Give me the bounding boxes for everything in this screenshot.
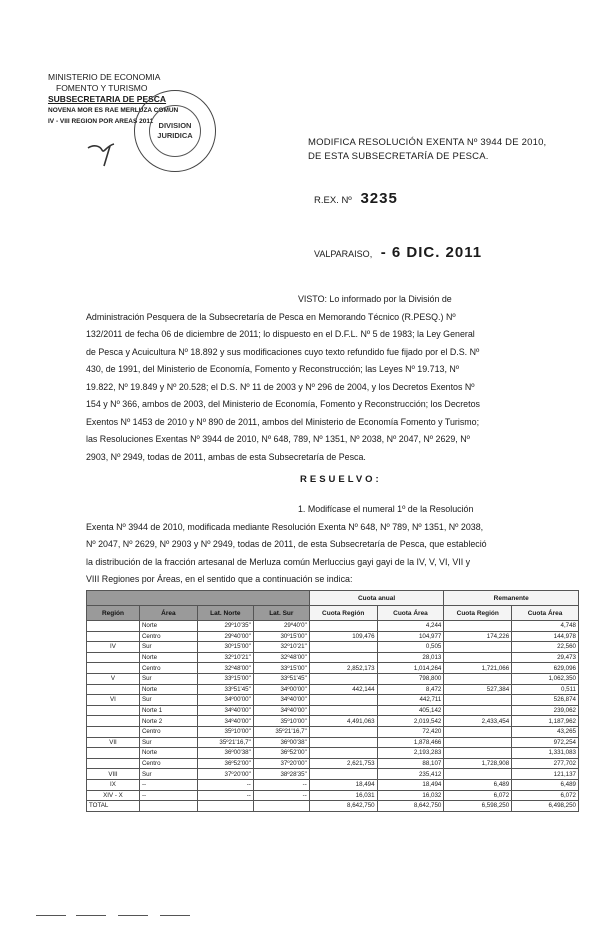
table-cell-area: Sur	[139, 737, 197, 748]
table-row	[87, 769, 579, 780]
table-cell-rr	[444, 769, 512, 780]
table-cell-region	[87, 631, 140, 642]
table-cell-n: 34º40'00"	[197, 716, 253, 727]
table-cell-area: Norte 2	[139, 716, 197, 727]
table-cell-area: Sur	[139, 642, 197, 653]
table-cell-s: --	[253, 779, 309, 790]
table-cell-area: Sur	[139, 769, 197, 780]
table-cell-n: 33º51'45"	[197, 684, 253, 695]
col-area: Área	[139, 606, 197, 621]
visto-line-6: 19.822, Nº 19.849 y Nº 20.528; el D.S. Nº 11 de 2003 y Nº 296 de 2004, y los Decretos Exentos Nº	[86, 381, 475, 392]
table-cell-area: Norte 1	[139, 705, 197, 716]
table-cell-ra: 144,978	[512, 631, 579, 642]
table-cell-region: XIV - X	[87, 790, 140, 801]
table-cell-ra: 6,072	[512, 790, 579, 801]
table-cell-ca: 0,505	[377, 642, 444, 653]
table-cell-ca: 4,244	[377, 621, 444, 632]
table-cell-cr: 18,494	[309, 779, 377, 790]
table-cell-cr: 16,031	[309, 790, 377, 801]
visto-line-4: de Pesca y Acuicultura Nº 18.892 y sus modificaciones cuyo texto refundido fue fijado por el D.S. Nº	[86, 346, 480, 357]
point-1-line-3: Nº 2047, Nº 2629, Nº 2903 y Nº 2949, todas de 2011, de esta Subsecretaría de Pesca, que estableció	[86, 539, 487, 549]
table-cell-cr	[309, 748, 377, 759]
table-cell-ra: 22,560	[512, 642, 579, 653]
table-cell-region: VIII	[87, 769, 140, 780]
table-cell-n: --	[197, 779, 253, 790]
table-row	[87, 695, 579, 706]
table-cell-ca: 8,642,750	[377, 801, 444, 812]
table-cell-area: Centro	[139, 631, 197, 642]
group-header-annual: Cuota anual	[309, 591, 444, 606]
table-cell-ca: 2,193,283	[377, 748, 444, 759]
table-cell-region	[87, 621, 140, 632]
header-line-4: NOVENA MOR ES RAE MERLUZA COMUN	[48, 107, 179, 114]
table-cell-region: VI	[87, 695, 140, 706]
point-1-paragraph	[86, 501, 578, 589]
visto-line-10: 2903, Nº 2949, todas de 2011, ambas de esta Subsecretaría de Pesca.	[86, 451, 366, 462]
table-cell-cr: 2,621,753	[309, 758, 377, 769]
visto-line-1: VISTO: Lo informado por la División de	[298, 294, 452, 304]
table-cell-area: Norte	[139, 748, 197, 759]
handwritten-initials	[84, 140, 124, 170]
table-cell-rr: 2,433,454	[444, 716, 512, 727]
table-cell-rr	[444, 621, 512, 632]
table-cell-region	[87, 663, 140, 674]
table-cell-rr	[444, 748, 512, 759]
table-cell-s: 35º21'16,7"	[253, 726, 309, 737]
table-cell-cr: 8,642,750	[309, 801, 377, 812]
table-cell-n: 32º10'21"	[197, 652, 253, 663]
table-row	[87, 801, 579, 812]
table-row	[87, 758, 579, 769]
table-cell-ca: 16,032	[377, 790, 444, 801]
table-header-row	[87, 606, 579, 621]
table-cell-ca: 405,142	[377, 705, 444, 716]
table-cell-n: 36º52'00"	[197, 758, 253, 769]
table-cell-rr: 527,384	[444, 684, 512, 695]
table-cell-region: VII	[87, 737, 140, 748]
point-1-line-2: Exenta Nº 3944 de 2010, modificada mediante Resolución Exenta Nº 648, Nº 789, Nº 1351, Nº 2038,	[86, 521, 484, 532]
table-cell-rr: 6,489	[444, 779, 512, 790]
table-cell-area: --	[139, 790, 197, 801]
table-cell-rr	[444, 705, 512, 716]
table-row	[87, 705, 579, 716]
table-cell-ra: 629,096	[512, 663, 579, 674]
table-row	[87, 684, 579, 695]
resuelvo-heading: RESUELVO:	[300, 474, 382, 485]
visto-line-2: Administración Pesquera de la Subsecretaría de Pesca en Memorando Técnico (R.PESQ.) Nº	[86, 311, 456, 322]
table-cell-ra: 121,137	[512, 769, 579, 780]
col-rem-area: Cuota Área	[512, 606, 579, 621]
table-cell-region: IV	[87, 642, 140, 653]
table-cell-cr	[309, 705, 377, 716]
col-cuota-area: Cuota Área	[377, 606, 444, 621]
table-cell-s: 32º48'00"	[253, 652, 309, 663]
table-cell-area: Norte	[139, 621, 197, 632]
table-cell-region	[87, 748, 140, 759]
footer-line-mid	[76, 915, 106, 916]
table-cell-s: 34º40'00"	[253, 705, 309, 716]
footer-line-right	[118, 915, 148, 916]
table-cell-s: --	[253, 790, 309, 801]
table-cell-ca: 104,977	[377, 631, 444, 642]
table-cell-ra: 277,702	[512, 758, 579, 769]
table-cell-region	[87, 726, 140, 737]
table-cell-n: 30º15'00"	[197, 642, 253, 653]
table-cell-ra: 972,254	[512, 737, 579, 748]
table-cell-area: Sur	[139, 673, 197, 684]
table-cell-ra: 6,498,250	[512, 801, 579, 812]
table-cell-cr	[309, 642, 377, 653]
group-header-remanente: Remanente	[444, 591, 579, 606]
table-cell-ca: 28,013	[377, 652, 444, 663]
place-label: VALPARAISO,	[314, 249, 373, 259]
table-cell-ra: 29,473	[512, 652, 579, 663]
table-cell-cr: 4,491,063	[309, 716, 377, 727]
table-row	[87, 642, 579, 653]
table-cell-ra: 0,511	[512, 684, 579, 695]
rex-block	[314, 190, 398, 207]
table-row	[87, 737, 579, 748]
table-cell-s: 37º20'00"	[253, 758, 309, 769]
table-cell-s: 32º10'21"	[253, 642, 309, 653]
header-line-3: SUBSECRETARIA DE PESCA	[48, 94, 167, 104]
table-cell-cr	[309, 673, 377, 684]
division-juridica-seal	[134, 90, 216, 172]
point-1-line-1: 1. Modifícase el numeral 1º de la Resolución	[298, 504, 474, 514]
table-cell-s: 34º00'00"	[253, 684, 309, 695]
table-cell-rr	[444, 652, 512, 663]
table-cell-rr	[444, 642, 512, 653]
table-row	[87, 663, 579, 674]
table-cell-cr: 109,476	[309, 631, 377, 642]
table-cell-rr	[444, 726, 512, 737]
table-cell-rr	[444, 673, 512, 684]
table-cell-rr: 1,721,066	[444, 663, 512, 674]
table-cell-region: V	[87, 673, 140, 684]
table-cell-ca: 1,014,264	[377, 663, 444, 674]
table-cell-cr: 442,144	[309, 684, 377, 695]
table-cell-s: 36º00'38"	[253, 737, 309, 748]
table-cell-ca: 8,472	[377, 684, 444, 695]
table-cell-ca: 1,878,466	[377, 737, 444, 748]
table-row	[87, 726, 579, 737]
table-cell-ra: 239,062	[512, 705, 579, 716]
visto-paragraph	[86, 291, 578, 466]
table-cell-n: 29º40'00"	[197, 631, 253, 642]
header-line-2: FOMENTO Y TURISMO	[56, 83, 148, 93]
table-cell-cr	[309, 621, 377, 632]
table-cell-n: --	[197, 790, 253, 801]
table-cell-ra: 1,331,083	[512, 748, 579, 759]
table-cell-n: 35º21'16,7"	[197, 737, 253, 748]
table-cell-s: 30º15'00"	[253, 631, 309, 642]
table-cell-n: 32º48'00"	[197, 663, 253, 674]
visto-line-9: las Resoluciones Exentas Nº 3944 de 2010, Nº 648, 789, Nº 1351, Nº 2038, Nº 2047, Nº 2629, Nº	[86, 434, 470, 444]
title-line-1: MODIFICA RESOLUCIÓN EXENTA Nº 3944 DE 2010,	[308, 137, 547, 148]
table-row	[87, 716, 579, 727]
table-cell-n: 34º00'00"	[197, 695, 253, 706]
table-cell-s: 33º15'00"	[253, 663, 309, 674]
table-cell-rr: 6,072	[444, 790, 512, 801]
table-cell-cr	[309, 726, 377, 737]
visto-line-8: Exentos Nº 1453 de 2010 y Nº 890 de 2011, ambos del Ministerio de Economía Fomento y Turismo;	[86, 416, 480, 427]
table-cell-region	[87, 684, 140, 695]
table-cell-area	[139, 801, 197, 812]
table-cell-rr: 6,598,250	[444, 801, 512, 812]
resolution-title	[308, 136, 546, 164]
table-cell-cr	[309, 652, 377, 663]
table-row	[87, 621, 579, 632]
table-cell-n: 29º10'35"	[197, 621, 253, 632]
table-cell-ca: 442,711	[377, 695, 444, 706]
table-cell-ra: 1,187,962	[512, 716, 579, 727]
col-lat-sur: Lat. Sur	[253, 606, 309, 621]
table-cell-rr	[444, 737, 512, 748]
point-1-line-5: VIII Regiones por Áreas, en el sentido que a continuación se indica:	[86, 574, 353, 584]
table-cell-s: 36º52'00"	[253, 748, 309, 759]
table-row	[87, 673, 579, 684]
table-cell-s: 35º10'00"	[253, 716, 309, 727]
rex-number: 3235	[360, 190, 398, 207]
table-cell-n: 34º40'00"	[197, 705, 253, 716]
table-cell-ca: 88,107	[377, 758, 444, 769]
col-rem-region: Cuota Región	[444, 606, 512, 621]
footer-line-left	[36, 915, 66, 916]
table-cell-ca: 18,494	[377, 779, 444, 790]
table-cell-ca: 798,800	[377, 673, 444, 684]
table-row	[87, 779, 579, 790]
seal-text-bottom: JURIDICA	[157, 131, 193, 140]
table-cell-ca: 235,412	[377, 769, 444, 780]
quota-table	[86, 590, 579, 812]
table-cell-area: Centro	[139, 726, 197, 737]
table-cell-area: Norte	[139, 684, 197, 695]
table-cell-ra: 43,265	[512, 726, 579, 737]
visto-line-3: 132/2011 de fecha 06 de diciembre de 2011; lo dispuesto en el D.F.L. Nº 5 de 1983; la Ley General	[86, 329, 475, 339]
table-cell-cr	[309, 769, 377, 780]
table-cell-region	[87, 758, 140, 769]
table-cell-area: Centro	[139, 663, 197, 674]
table-cell-ra: 6,489	[512, 779, 579, 790]
table-cell-s: 29º40'0"	[253, 621, 309, 632]
table-row	[87, 790, 579, 801]
col-region: Región	[87, 606, 140, 621]
table-cell-s	[253, 801, 309, 812]
table-row	[87, 631, 579, 642]
table-cell-region	[87, 716, 140, 727]
header-line-1: MINISTERIO DE ECONOMIA	[48, 72, 161, 82]
table-row	[87, 652, 579, 663]
table-cell-area: Sur	[139, 695, 197, 706]
table-cell-ra: 1,062,350	[512, 673, 579, 684]
table-cell-s: 34º40'00"	[253, 695, 309, 706]
visto-line-5: 430, de 1991, del Ministerio de Economía, Fomento y Reconstrucción; las Leyes Nº 19.713, Nº	[86, 364, 460, 374]
table-cell-n: 36º00'38"	[197, 748, 253, 759]
table-cell-cr	[309, 695, 377, 706]
footer-line-far	[160, 915, 190, 916]
table-cell-ra: 526,874	[512, 695, 579, 706]
table-cell-cr	[309, 737, 377, 748]
table-cell-ca: 72,420	[377, 726, 444, 737]
table-cell-rr	[444, 695, 512, 706]
table-cell-n: 37º20'00"	[197, 769, 253, 780]
table-cell-area: Norte	[139, 652, 197, 663]
table-cell-region	[87, 652, 140, 663]
table-cell-region	[87, 705, 140, 716]
table-cell-rr: 1,728,908	[444, 758, 512, 769]
seal-text-top: DIVISION	[158, 121, 192, 130]
visto-line-7: 154 y Nº 366, ambos de 2003, del Ministerio de Economía, Fomento y Reconstrucción; los Decretos	[86, 399, 480, 409]
point-1-line-4: la distribución de la fracción artesanal de Merluza común Merluccius gayi gayi de la IV, V, VI, VII y	[86, 556, 471, 567]
table-cell-ra: 4,748	[512, 621, 579, 632]
header-line-5: IV - VIII REGION POR AREAS 2011	[48, 118, 154, 125]
table-cell-s: 38º28'35"	[253, 769, 309, 780]
table-cell-s: 33º51'45"	[253, 673, 309, 684]
rex-label: R.EX. Nº	[314, 195, 352, 206]
table-cell-n	[197, 801, 253, 812]
table-row	[87, 748, 579, 759]
col-cuota-region: Cuota Región	[309, 606, 377, 621]
table-cell-ca: 2,019,542	[377, 716, 444, 727]
place-date	[314, 244, 482, 261]
table-cell-n: 33º15'00"	[197, 673, 253, 684]
table-cell-region: TOTAL	[87, 801, 140, 812]
table-group-header-row	[87, 591, 579, 606]
table-cell-region: IX	[87, 779, 140, 790]
date-stamp: - 6 DIC. 2011	[380, 244, 483, 261]
table-cell-cr: 2,852,173	[309, 663, 377, 674]
table-cell-area: --	[139, 779, 197, 790]
table-cell-rr: 174,226	[444, 631, 512, 642]
title-line-2: DE ESTA SUBSECRETARÍA DE PESCA.	[308, 151, 489, 162]
col-lat-norte: Lat. Norte	[197, 606, 253, 621]
table-cell-area: Centro	[139, 758, 197, 769]
table-cell-n: 35º10'00"	[197, 726, 253, 737]
